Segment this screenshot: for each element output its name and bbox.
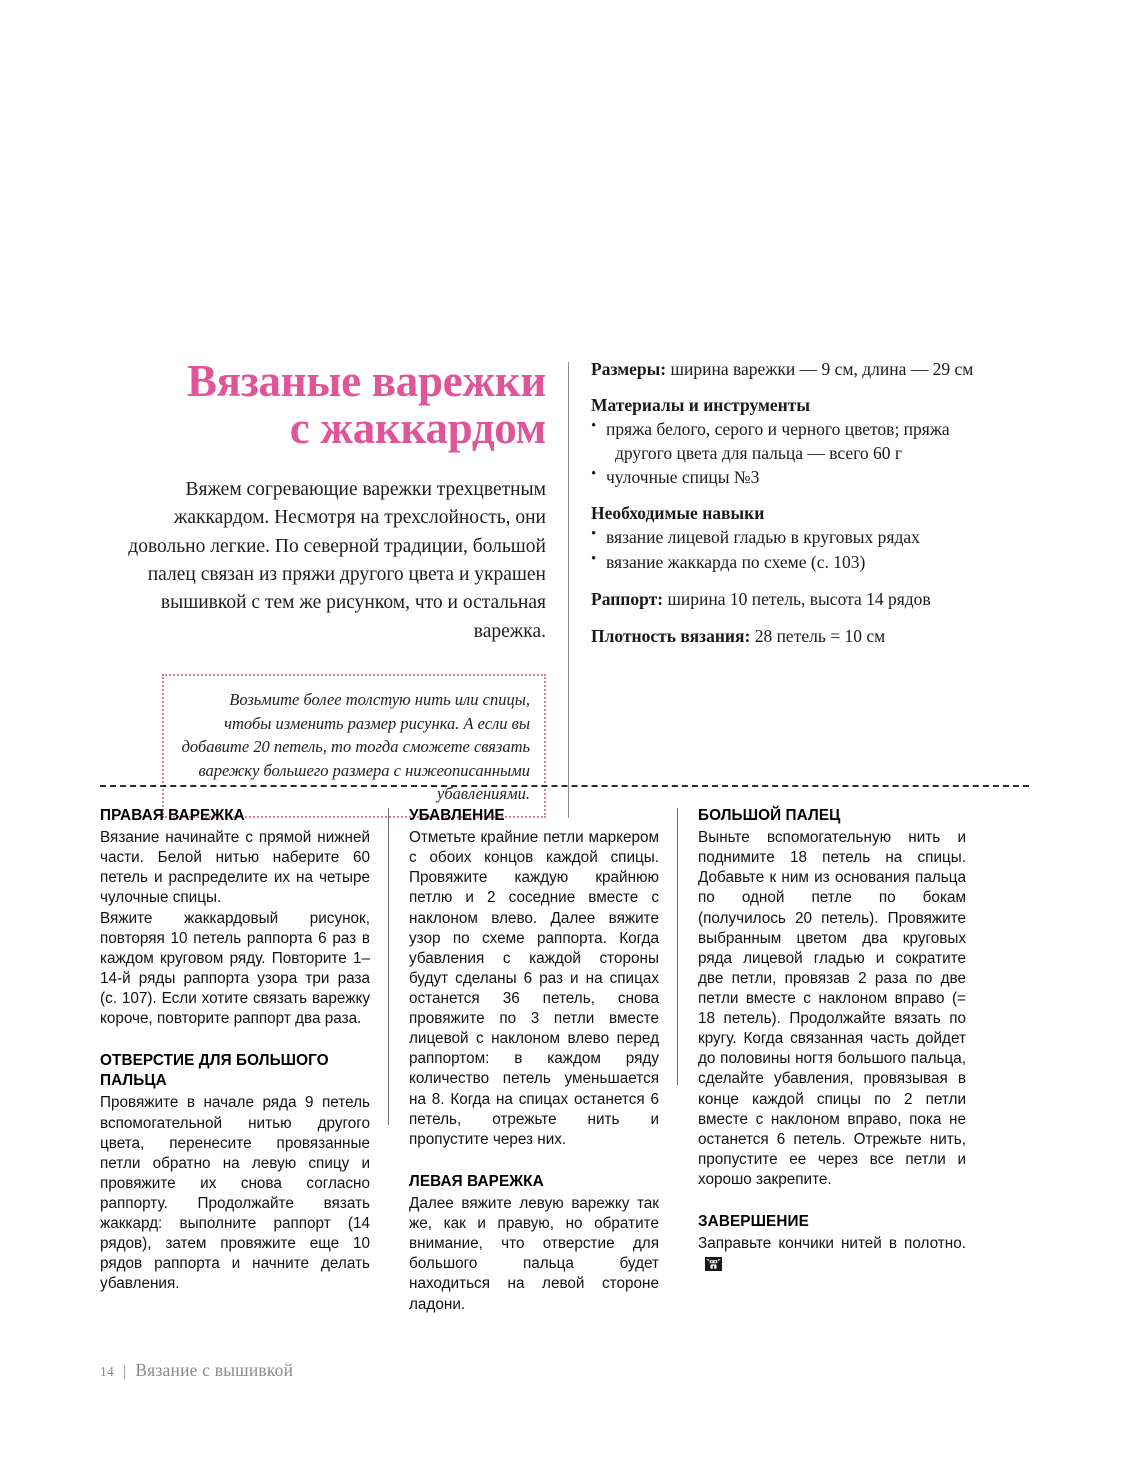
sizes-line (591, 358, 1030, 381)
rapport-line (591, 588, 1030, 611)
paragraph: Вязание начинайте с прямой нижней части. Белой нитью наберите 60 петель и распределите их на четыре чулочные спицы. (100, 829, 370, 907)
footer-separator: | (123, 1363, 127, 1380)
horizontal-dashed-rule (100, 785, 1029, 787)
density-label: Плотность вязания: (591, 626, 751, 647)
title-line-2: с жаккардом (289, 402, 546, 453)
section-heading-thumb-opening: ОТВЕРСТИЕ ДЛЯ БОЛЬШОГО ПАЛЬЦА (100, 1052, 329, 1090)
density-value: 28 петель = 10 см (750, 626, 886, 647)
article-header (100, 358, 1030, 818)
skills-heading: Необходимые навыки (591, 503, 765, 524)
body-column-3 (678, 806, 966, 1315)
paragraph: Далее вяжите левую варежку так же, как и правую, но обратите внимание, что отверстие для большого пальца будет находиться на левой стороне ладони. (409, 1194, 659, 1313)
skills-item-0: вязание лицевой гладью в круговых рядах (606, 527, 920, 548)
page-title (100, 358, 546, 452)
sizes-value: ширина варежки — 9 см, длина — 29 см (666, 359, 974, 379)
paragraph: Отметьте крайние петли маркером с обоих концов каждой спицы. Провяжите каждую крайнюю петлю и 2 соседние вместе с наклоном влево. Далее вяжите узор по схеме раппорта. Когда убавления с каждой стороны будут сделаны 6 раз и на спицах останется 36 петель, снова провяжите по 3 петли вместе лицевой с наклоном влево перед раппортом: в каждом ряду количество петель уменьшается на 8. Когда на спицах останется 6 петель, отрежьте нить и пропустите через них. (409, 829, 659, 1148)
materials-list (591, 418, 1030, 489)
body-column-2 (389, 806, 677, 1315)
list-item (591, 551, 1030, 574)
list-item (591, 466, 1030, 489)
rapport-value: ширина 10 петель, высота 14 рядов (663, 588, 931, 609)
list-item (591, 526, 1030, 549)
paragraph: Выньте вспомогательную нить и поднимите 18 петель на спицы. Добавьте к ним из основания пальца по одной петле по бокам (получилось 20 петель). Провяжите выбранным цветом два круговых ряда лицевой гладью и сократите две петли, провязав 2 раза по две петли вместе с наклоном вправо (= 18 петель). Продолжайте вязать по кругу. Когда связанная часть дойдет до половины ногтя большого пальца, сделайте убавления, провязывая в конце каждой спицы по 2 петли вместе с наклоном вправо, пока не останется 6 петель. Отрежьте нить, пропустите ее через все петли и хорошо закрепите. (698, 829, 966, 1188)
article-body-columns (100, 806, 1030, 1315)
paragraph: Вяжите жаккардовый рисунок, повторяя 10 петель раппорта 6 раз в каждом круговом ряду. Повторите 1–14-й ряды раппорта узора три раза (с. 107). Если хотите связать варежку короче, повторите раппорт два раза. (100, 909, 370, 1028)
header-left-block (100, 358, 568, 818)
materials-item-1-main: чулочные спицы №3 (606, 466, 760, 487)
skills-list (591, 526, 1030, 574)
materials-heading: Материалы и инструменты (591, 395, 811, 416)
paragraph-with-endmark (698, 1234, 966, 1274)
skills-item-1: вязание жаккарда по схеме (с. 103) (606, 551, 866, 572)
rapport-label: Раппорт: (591, 588, 664, 609)
density-line (591, 625, 1030, 648)
paragraph: Провяжите в начале ряда 9 петель вспомогательной нитью другого цвета, перенесите провязанные петли обратно на левую спицу и провяжите их снова согласно раппорту. Продолжайте вязать жаккард: выполните раппорт (14 рядов), затем провяжите еще 10 рядов раппорта и начните делать убавления. (100, 1094, 370, 1293)
sizes-label: Размеры: (591, 359, 667, 379)
section-heading-decrease: УБАВЛЕНИЕ (409, 807, 505, 824)
sheep-head-endmark-icon (705, 1256, 722, 1272)
materials-item-0-sub: другого цвета для пальца — всего 60 г (615, 442, 903, 463)
section-heading-thumb: БОЛЬШОЙ ПАЛЕЦ (698, 807, 841, 824)
section-heading-finishing: ЗАВЕРШЕНИЕ (698, 1213, 809, 1231)
materials-item-0-main: пряжа белого, серого и черного цветов; пряжа (606, 419, 950, 440)
page-footer (100, 1360, 293, 1381)
section-heading-right-mitten: ПРАВАЯ ВАРЕЖКА (100, 807, 245, 824)
tip-callout-box: Возьмите более толстую нить или спицы, чтобы изменить размер рисунка. А если вы добавите 20 петель, то тогда сможете связать варежку большего размера с нижеописанными убавлениями. (162, 674, 546, 817)
section-heading-left-mitten: ЛЕВАЯ ВАРЕЖКА (409, 1172, 544, 1190)
paragraph-text: Заправьте кончики нитей в полотно. (698, 1235, 966, 1253)
footer-section-title: Вязание с вышивкой (135, 1360, 294, 1380)
article-intro: Вяжем согревающие варежки трехцветным жаккардом. Несмотря на трехслойность, они довольно легкие. По северной традиции, большой палец связан из пряжи другого цвета и украшен вышивкой с тем же рисунком, что и остальная варежка. (128, 478, 546, 642)
title-line-1: Вязаные варежки (186, 356, 546, 406)
header-info-block (569, 358, 1030, 663)
footer-page-number: 14 (100, 1364, 115, 1379)
list-item (591, 418, 1030, 465)
body-column-1 (100, 806, 388, 1315)
